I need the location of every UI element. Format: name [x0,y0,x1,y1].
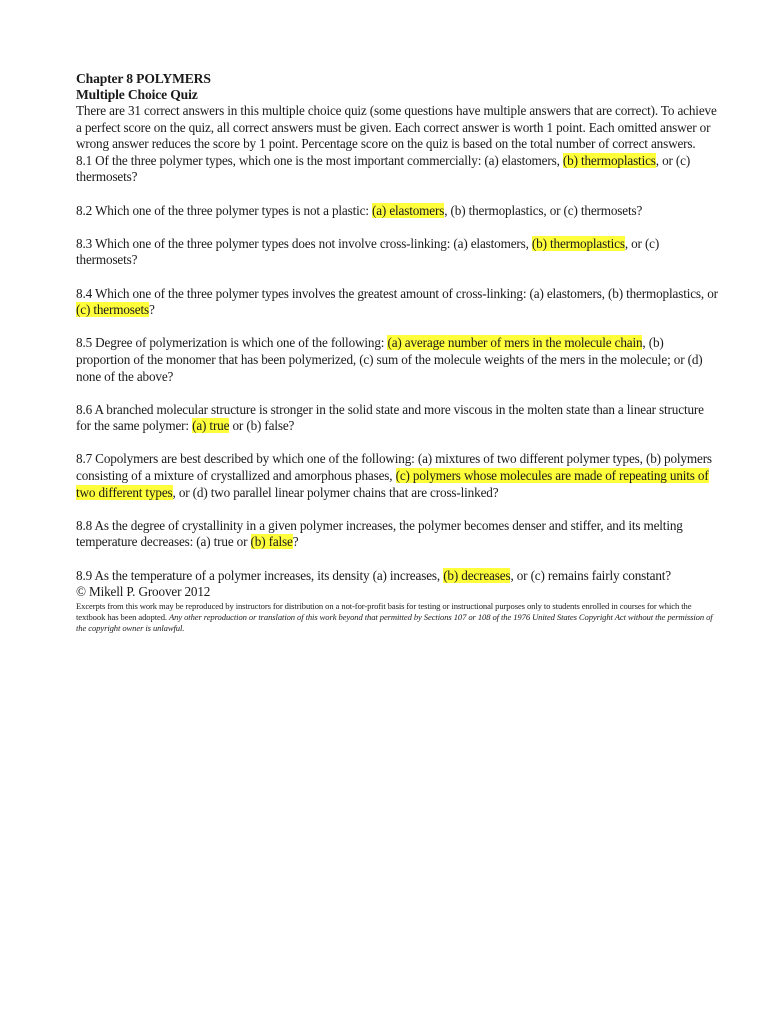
question-text: 8.6 A branched molecular structure is stronger in the solid state and more viscous in the molten state than a linear structure for the same polymer: [76,401,704,434]
question-8-8 [76,518,720,551]
question-text: 8.1 Of the three polymer types, which one is the most important commercially: (a) elastomers, [76,152,563,168]
question-8-9 [76,568,720,585]
chapter-title: Chapter 8 POLYMERS [76,71,211,86]
question-text: 8.2 Which one of the three polymer types is not a plastic: [76,202,372,218]
legal-notice-text: Excerpts from this work may be reproduced by instructors for distribution on a not-for-profit basis for testing or instructional purposes only to students enrolled in courses for which the textbook has been adopted. [76,600,692,622]
question-text: 8.9 As the temperature of a polymer increases, its density (a) increases, [76,567,444,583]
question-8-7 [76,451,720,501]
highlighted-answer: (a) elastomers [371,202,445,218]
question-text-end: , or (c) thermosets? [76,152,691,185]
question-text: 8.7 Copolymers are best described by which one of the following: (a) mixtures of two different polymer types, (b) polymers consisting of a mixture of crystallized and amorphous phases, [76,451,712,484]
question-text-end: ? [148,302,155,318]
question-text-end: , or (c) thermosets? [76,235,660,268]
legal-notice [76,601,720,634]
highlighted-answer: (b) decreases [443,567,511,583]
highlighted-answer: (c) polymers whose molecules are made of repeating units of two different types [76,468,709,500]
question-text-end: , or (d) two parallel linear polymer chains that are cross-linked? [172,484,499,500]
question-text-end: , (b) thermoplastics, or (c) thermosets? [444,202,643,218]
copyright-line: © Mikell P. Groover 2012 [76,584,211,600]
question-text: 8.8 As the degree of crystallinity in a given polymer increases, the polymer becomes denser and stiffer, and its melting temperature decreases: (a) true or [76,517,683,550]
highlighted-answer: (b) thermoplastics [531,235,625,251]
question-text-end: or (b) false? [229,418,295,434]
question-8-5 [76,335,720,385]
quiz-instructions: There are 31 correct answers in this multiple choice quiz (some questions have multiple answers that are correct). To achieve a perfect score on the quiz, all correct answers must be given. Each correct answer is worth 1 point. Each omitted answer or wrong answer reduces the score by 1 point. Percentage score on the quiz is based on the total number of correct answers. [76,103,717,152]
question-8-3 [76,236,720,269]
question-text: 8.3 Which one of the three polymer types does not involve cross-linking: (a) elastomers, [76,235,532,251]
question-8-4 [76,286,720,319]
question-8-2 [76,203,720,220]
question-text-end: , or (c) remains fairly constant? [510,567,671,583]
highlighted-answer: (a) true [192,418,230,434]
question-8-1 [76,153,720,186]
question-8-6 [76,402,720,435]
question-text: 8.4 Which one of the three polymer types involves the greatest amount of cross-linking: (a) elastomers, (b) thermoplastics, or [76,285,718,301]
question-text: 8.5 Degree of polymerization is which one of the following: [76,335,388,351]
highlighted-answer: (b) thermoplastics [562,152,656,168]
highlighted-answer: (b) false [250,534,293,550]
question-text-end: , (b) proportion of the monomer that has been polymerized, (c) sum of the molecule weights of the mers in the molecule; or (d) none of the above? [76,335,703,384]
highlighted-answer: (a) average number of mers in the molecule chain [387,335,643,351]
quiz-content [76,71,720,634]
question-text-end: ? [292,534,299,550]
quiz-subtitle: Multiple Choice Quiz [76,87,198,102]
legal-notice-italic: Any other reproduction or translation of this work beyond that permitted by Sections 107 or 108 of the 1976 United States Copyright Act without the permission of the copyright owner is unlawful. [76,611,713,633]
highlighted-answer: (c) thermosets [76,302,149,318]
